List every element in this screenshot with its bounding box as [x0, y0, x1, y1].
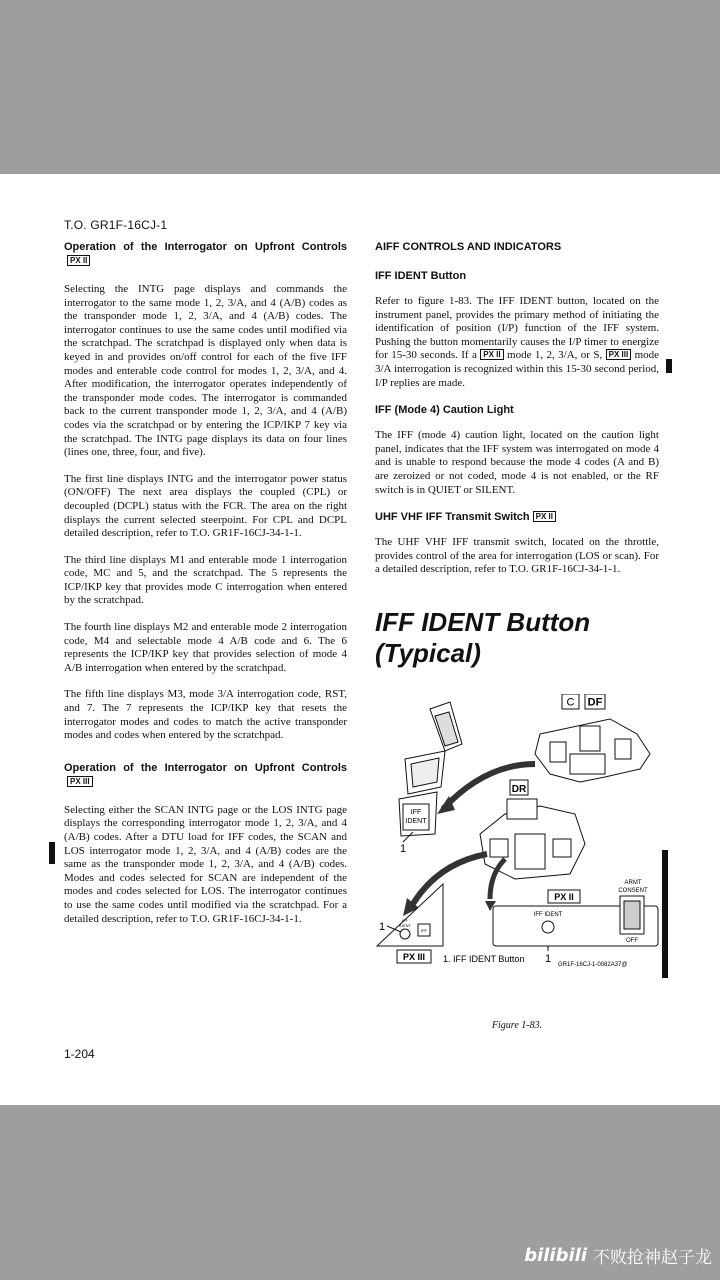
px2-tag: PX II	[67, 255, 90, 266]
px3-tag: PX III	[67, 776, 93, 787]
paragraph: The third line displays M1 and enterable mode 1 interrogation code, MC and 5, and the scratchpad. The 5 represents the ICP/IKP key that provides mode C interrogation when entered by the scratchpad.	[64, 553, 347, 607]
badge-px2: PX II	[554, 892, 574, 902]
subheading-iff-caution: IFF (Mode 4) Caution Light	[375, 404, 514, 417]
paragraph: The first line displays INTG and the interrogator power status (ON/OFF) The next area displays the coupled (CPL) or decoupled (DCPL) status with the FCR. The area on the right displays the current selected steerpoint. For CPL and DCPL detailed description, refer to T.O. GR1F-16CJ-34-1-1.	[64, 472, 347, 540]
paragraph-iff-caution: The IFF (mode 4) caution light, located on the caution light panel, indicates that the IFF system was interrogated on mode 4 and is unable to respond because the mode 4 codes (A and B) are zeroized or not coded, mode 4 is not enabled, or the RF switch is in QUIET or SILENT.	[375, 429, 659, 496]
figure-legend: 1. IFF IDENT Button	[443, 954, 525, 964]
subheading-transmit-switch: UHF VHF IFF Transmit Switch PX II	[375, 510, 659, 524]
px3-tag: PX III	[606, 349, 632, 360]
watermark	[524, 1243, 712, 1268]
badge-px3: PX III	[402, 952, 426, 962]
bilibili-logo: bilibili	[524, 1245, 587, 1266]
document-page	[0, 174, 720, 1105]
right-column	[375, 240, 659, 669]
paragraph-iff-ident: Refer to figure 1-83. The IFF IDENT button, located on the instrument panel, provides the primary method of initiating the identification of position (I/P) function of the IFF system. Pushing the button momentarily causes the I/P timer to energize for 15-30 seconds. If a PX II mode 1, 2, 3/A, or S, PX III mode 3/A interrogation is recognized within this 15-30 second period, I/P replies are made.	[375, 295, 660, 389]
figure-title: IFF IDENT Button (Typical)	[375, 606, 591, 668]
paragraph: Selecting either the SCAN INTG page or the LOS INTG page displays the corresponding interrogator mode 1, 2, 3/A, and 4 (A/B) codes. After a DTU load for IFF codes, the SCAN and LOS interrogator mode 1, 2, 3/A, and 4 (A/B) codes are the same as the transponder mode 1, 2, 3/A, and 4 (A/B) codes. Modes and codes selected for SCAN are independent of the modes and codes selected for LOS. The interrogator continues to use the same codes until modified via the scratchpad. For a detailed description, refer to T.O. GR1F-16CJ-34-1-1.	[64, 803, 347, 925]
page-number: 1-204	[64, 1047, 95, 1061]
armt-label: ARMT	[624, 880, 642, 886]
cockpit-panel-drawing	[535, 719, 650, 782]
px3-panel	[377, 884, 443, 946]
button-label-ident: IDENT	[405, 818, 427, 825]
heading-interrogator-upfront-px2: Operation of the Interrogator on Upfront ControlsPX II	[64, 241, 347, 265]
paragraph: Selecting the INTG page displays and commands the interrogator to the same mode 1, 2, 3/A, and 4 (A/B) codes as the transponder mode 1, 2, 3/A, and 4 (A/B) codes. The interrogator continues to use the same codes until modified via the scratchpad. The scratchpad is displayed only when data is keyed in and provides on/off control for each of the five IFF modes and enterable code control for modes 1, 2, 3/A, and 4. After modification, the interrogator operates independently of the transponder mode codes. The interrogator is commanded back to the current transponder mode 1, 2, 3/A, and 4 (A/B) codes via the scratchpad or by entering the ICP/IKP 7 key via the scratchpad. The INTG page displays its data on four lines (lines one, three, four, and five).	[64, 283, 347, 459]
paragraph-transmit-switch: The UHF VHF IFF transmit switch, located on the throttle, provides control of the area for interrogation (LOS or scan). For a detailed description, refer to T.O. GR1F-16CJ-34-1-1.	[375, 536, 659, 576]
px2-tag: PX II	[480, 349, 503, 360]
change-bar	[666, 359, 672, 373]
small-label-iff-2: IFF	[421, 928, 427, 933]
badge-dr: DR	[511, 784, 527, 795]
figure-illustration	[375, 694, 665, 999]
callout-1: 1	[400, 843, 407, 855]
off-label: OFF	[626, 938, 638, 944]
consent-label: CONSENT	[618, 888, 648, 894]
subheading-iff-ident: IFF IDENT Button	[375, 270, 467, 282]
small-label-iff: IFF	[402, 918, 408, 923]
button-label-iff: IFF	[410, 809, 422, 816]
heading-interrogator-upfront-px3: Operation of the Interrogator on Upfront ControlsPX III	[64, 761, 347, 786]
paragraph: The fourth line displays M2 and enterable mode 2 interrogation code, M4 and selectable mode 4 A/B code and 6. The 6 represents the ICP/IKP key that provides selection of mode 4 A/B interrogation when entered by the scratchpad.	[64, 621, 347, 674]
section-heading-aiff: AIFF CONTROLS AND INDICATORS	[375, 241, 562, 253]
watermark-text: 不败抢神赵子龙	[593, 1248, 712, 1268]
px2-tag: PX II	[533, 511, 556, 522]
figure-code: GR1F-16CJ-1-0082A37@	[558, 962, 628, 968]
paragraph: The fifth line displays M3, mode 3/A interrogation code, RST, and 7. The 7 represents the ICP/IKP key that resets the interrogator modes and codes to match the active transponder modes and codes when entered by the scratchpad.	[64, 688, 347, 742]
callout-1-px3: 1	[379, 921, 386, 933]
small-label-ident: IDENT	[399, 923, 411, 928]
document-id: T.O. GR1F-16CJ-1	[64, 218, 168, 232]
badge-c: C	[566, 696, 575, 709]
figure-caption: Figure 1-83.	[491, 1020, 543, 1031]
badge-df: DF	[587, 696, 603, 709]
change-bar	[49, 842, 55, 864]
callout-1-px2: 1	[545, 953, 552, 965]
left-column	[64, 240, 347, 939]
panel-button-label: IFF IDENT	[533, 912, 563, 918]
angled-panel-drawing	[399, 702, 462, 836]
